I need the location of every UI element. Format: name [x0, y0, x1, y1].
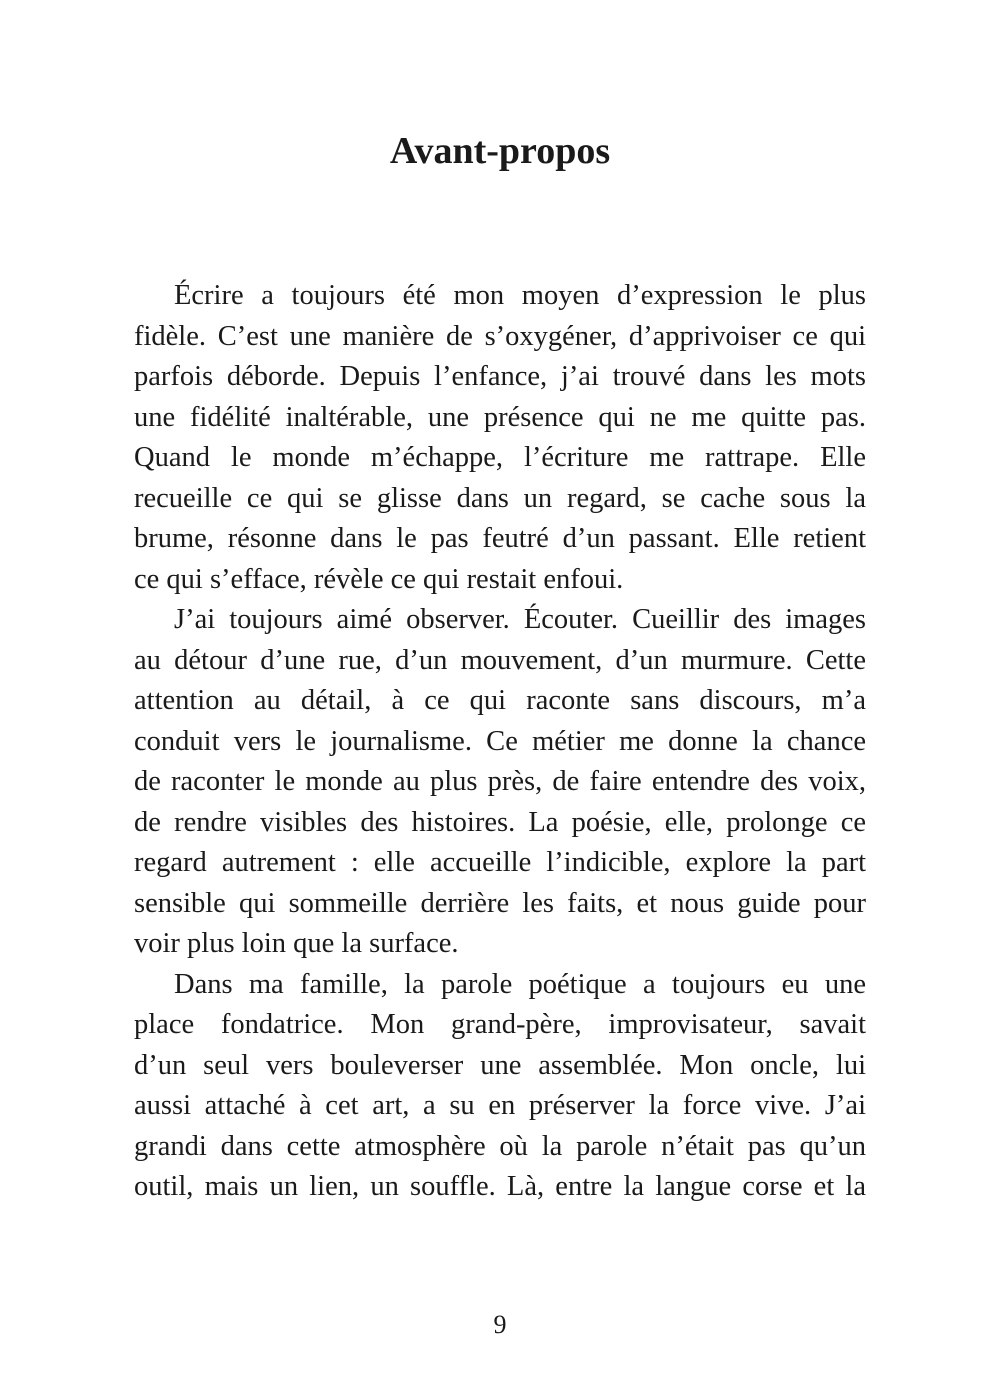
text-line: parfois déborde. Depuis l’enfance, j’ai trouvé dans les mots: [134, 361, 866, 392]
chapter-title: Avant-propos: [389, 130, 611, 172]
text-line: voir plus loin que la surface.: [134, 928, 459, 959]
text-line: Dans ma famille, la parole poétique a toujours eu une: [174, 968, 866, 1000]
text-line: au détour d’une rue, d’un mouvement, d’un murmure. Cette: [134, 644, 866, 676]
text-line: J’ai toujours aimé observer. Écouter. Cueillir des images: [174, 604, 866, 635]
page-number: 9: [493, 1310, 507, 1339]
text-line: attention au détail, à ce qui raconte sans discours, m’a: [134, 685, 866, 716]
text-line: une fidélité inaltérable, une présence qui ne me quitte pas.: [134, 401, 866, 433]
text-line: fidèle. C’est une manière de s’oxygéner, d’apprivoiser ce qui: [134, 320, 866, 352]
text-line: conduit vers le journalisme. Ce métier me donne la chance: [134, 725, 866, 757]
text-line: d’un seul vers bouleverser une assemblée. Mon oncle, lui: [134, 1049, 866, 1081]
text-line: ce qui s’efface, révèle ce qui restait enfoui.: [134, 563, 624, 595]
text-line: Écrire a toujours été mon moyen d’expression le plus: [174, 280, 866, 311]
text-line: Quand le monde m’échappe, l’écriture me rattrape. Elle: [134, 442, 866, 473]
body-text: [134, 276, 866, 1208]
text-line: regard autrement : elle accueille l’indicible, explore la part: [134, 847, 866, 878]
text-line: place fondatrice. Mon grand-père, improvisateur, savait: [134, 1009, 866, 1040]
text-line: sensible qui sommeille derrière les faits, et nous guide pour: [134, 887, 866, 919]
text-line: brume, résonne dans le pas feutré d’un passant. Elle retient: [134, 523, 866, 554]
text-line: de raconter le monde au plus près, de faire entendre des voix,: [134, 766, 866, 797]
text-line: de rendre visibles des histoires. La poésie, elle, prolonge ce: [134, 806, 866, 838]
text-line: grandi dans cette atmosphère où la parole n’était pas qu’un: [134, 1130, 866, 1162]
text-line: aussi attaché à cet art, a su en préserver la force vive. J’ai: [134, 1090, 866, 1121]
text-line: recueille ce qui se glisse dans un regard, se cache sous la: [134, 482, 866, 514]
text-line: outil, mais un lien, un souffle. Là, entre la langue corse et la: [134, 1171, 866, 1202]
